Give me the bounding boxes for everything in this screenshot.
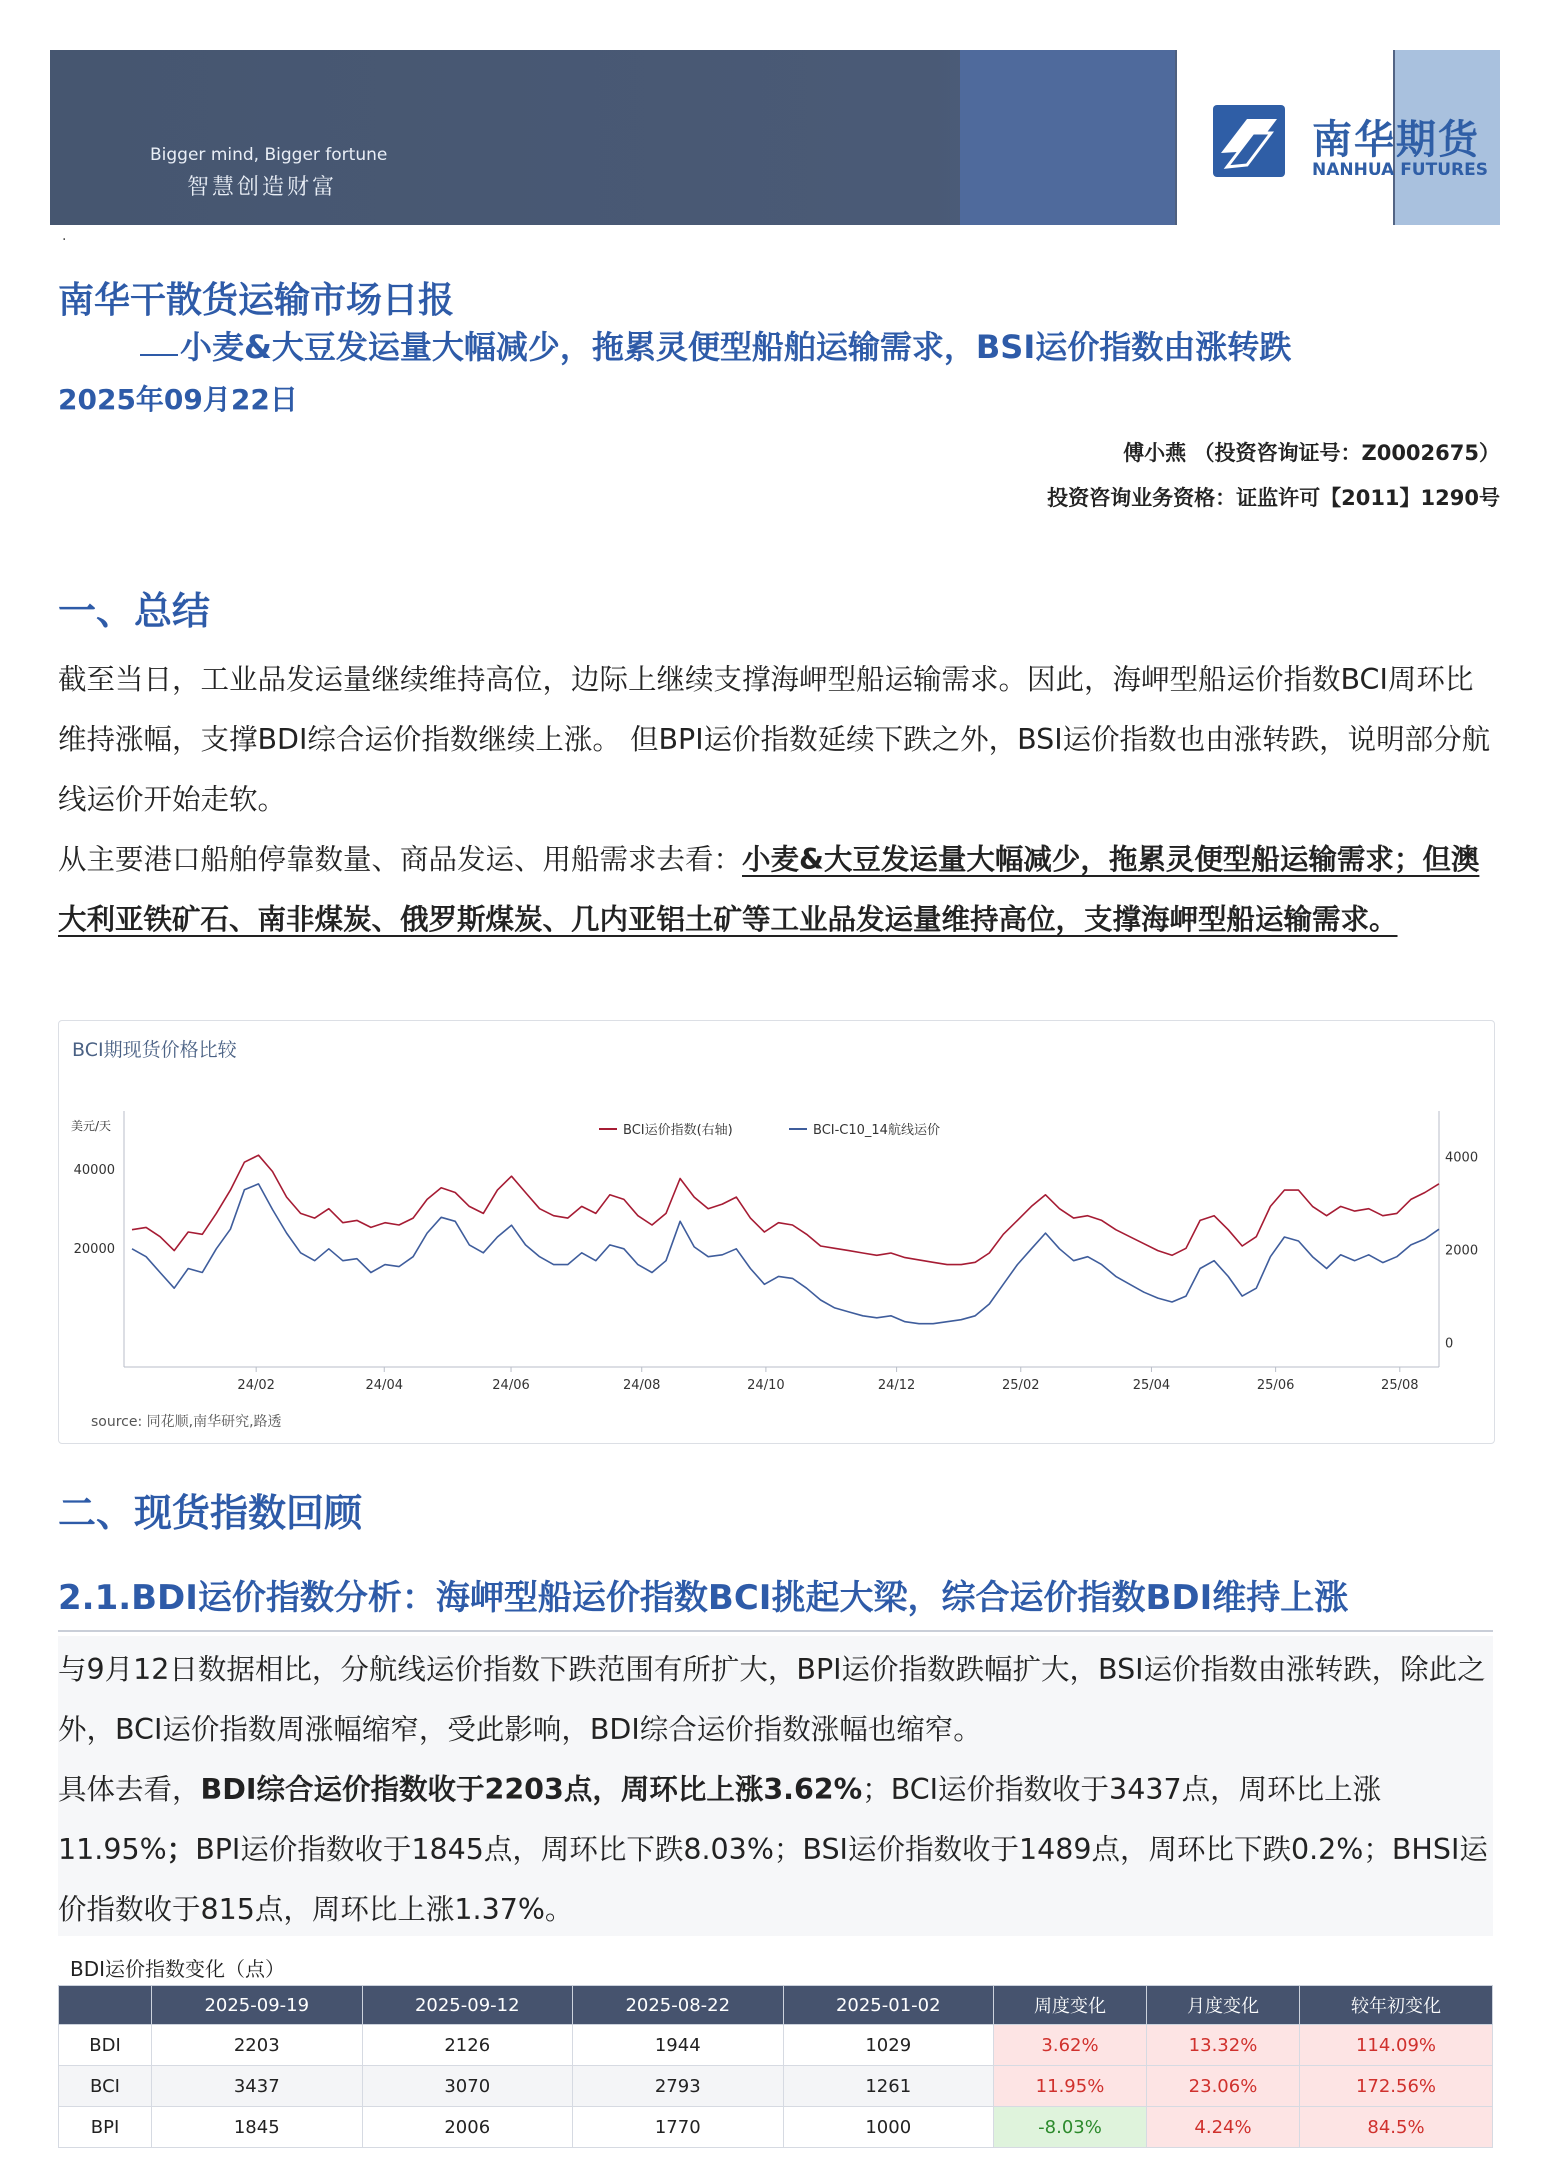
bci-detail-semicolon: ； — [166, 1833, 196, 1866]
table-cell: 2126 — [362, 2025, 573, 2066]
logo-text-en: NANHUA FUTURES — [1312, 160, 1488, 180]
column-header: 较年初变化 — [1300, 1986, 1493, 2025]
summary-text: 截至当日，工业品发运量继续维持高位，边际上继续支撑海岬型船运输需求。因此，海岬型船运价指数BCI周环比维持涨幅，支撑BDI综合运价指数继续上涨。 但BPI运价指数延续下跌之外，BSI运价指数也由涨转跌，说明部分航线运价开始走软。 — [58, 663, 1491, 816]
author-line: 傅小燕 （投资咨询证号：Z0002675） — [1123, 441, 1500, 465]
column-header: 2025-01-02 — [783, 1986, 994, 2025]
monthly-change-cell: 4.24% — [1147, 2107, 1300, 2148]
table-cell: 1770 — [573, 2107, 784, 2148]
bdi-detail-lead: 具体去看， — [58, 1773, 201, 1806]
header-dot: . — [62, 228, 67, 244]
monthly-change-cell: 13.32% — [1147, 2025, 1300, 2066]
table-cell: 1845 — [152, 2107, 363, 2148]
column-header: 周度变化 — [994, 1986, 1147, 2025]
column-header — [59, 1986, 152, 2025]
table-cell: 2793 — [573, 2066, 784, 2107]
left-tick-label: 20000 — [73, 1241, 115, 1257]
table-cell: 2006 — [362, 2107, 573, 2148]
left-axis-unit: 美元/天 — [71, 1119, 112, 1133]
table-header-row — [59, 1986, 1493, 2025]
series-line — [132, 1184, 1439, 1324]
header-banner — [50, 50, 1500, 225]
subtitle-dash — [140, 354, 178, 356]
summary-emphasis: 小麦&大豆发运量大幅减少，拖累灵便型船运输需求；但澳大利亚铁矿石、南非煤炭、俄罗斯煤炭、几内亚铝土矿等工业品发运量维持高位，支撑海岬型船运输需求。 — [58, 843, 1480, 936]
row-label: BCI — [59, 2066, 152, 2107]
left-tick-label: 40000 — [73, 1163, 115, 1179]
section-heading-spot-review: 二、现货指数回顾 — [58, 1491, 363, 1535]
weekly-change-cell: 3.62% — [994, 2025, 1147, 2066]
table-cell: 3437 — [152, 2066, 363, 2107]
bdi-change-table — [58, 1985, 1493, 2148]
column-header: 2025-09-12 — [362, 1986, 573, 2025]
x-tick-label: 25/08 — [1381, 1378, 1419, 1393]
x-tick-label: 24/10 — [747, 1378, 785, 1393]
weekly-change-cell: 11.95% — [994, 2066, 1147, 2107]
column-header: 2025-09-19 — [152, 1986, 363, 2025]
row-label: BPI — [59, 2107, 152, 2148]
table-cell: 1029 — [783, 2025, 994, 2066]
ytd-change-cell: 172.56% — [1300, 2066, 1493, 2107]
table-cell: 1261 — [783, 2066, 994, 2107]
report-title: 南华干散货运输市场日报 — [58, 280, 455, 321]
slogan-cn: 智慧创造财富 — [187, 175, 338, 200]
chart-source: source: 同花顺,南华研究,路透 — [91, 1414, 282, 1430]
x-tick-label: 24/04 — [365, 1378, 403, 1393]
slogan-en: Bigger mind, Bigger fortune — [150, 145, 388, 165]
table-cell: 1944 — [573, 2025, 784, 2066]
x-tick-label: 25/02 — [1002, 1378, 1040, 1393]
column-header: 月度变化 — [1147, 1986, 1300, 2025]
table-row — [59, 2066, 1493, 2107]
logo-text-cn: 南华期货 — [1312, 117, 1480, 163]
nanhua-logo-icon — [1213, 105, 1285, 177]
bdi-detail-bold: BDI综合运价指数收于2203点，周环比上涨3.62% — [200, 1773, 863, 1806]
x-tick-label: 25/04 — [1132, 1378, 1171, 1393]
weekly-change-cell: -8.03% — [994, 2107, 1147, 2148]
chart-panel-title: BCI期现货价格比较 — [72, 1039, 237, 1061]
report-date: 2025年09月22日 — [58, 383, 298, 416]
row-label: BDI — [59, 2025, 152, 2066]
legend-label: BCI运价指数(右轴) — [623, 1123, 733, 1138]
banner-panel — [960, 50, 1175, 225]
license-line: 投资咨询业务资格：证监许可【2011】1290号 — [1047, 486, 1500, 510]
x-tick-label: 24/06 — [492, 1378, 530, 1393]
series-line — [132, 1155, 1439, 1264]
report-subtitle: 小麦&大豆发运量大幅减少，拖累灵便型船舶运输需求，BSI运价指数由涨转跌 — [180, 328, 1292, 366]
table-cell: 1000 — [783, 2107, 994, 2148]
ytd-change-cell: 84.5% — [1300, 2107, 1493, 2148]
subsection-heading-bdi: 2.1.BDI运价指数分析：海岬型船运价指数BCI挑起大梁，综合运价指数BDI维持上涨 — [58, 1578, 1349, 1618]
bci-line-chart — [59, 1021, 1494, 1443]
divider — [58, 1630, 1493, 1632]
summary-lead: 从主要港口船舶停靠数量、商品发运、用船需求去看： — [58, 843, 743, 876]
table-cell: 3070 — [362, 2066, 573, 2107]
bdi-analysis-text: 与9月12日数据相比，分航线运价指数下跌范围有所扩大，BPI运价指数跌幅扩大，BSI运价指数由涨转跌，除此之外，BCI运价指数周涨幅缩窄，受此影响，BDI综合运价指数涨幅也缩窄。 — [58, 1653, 1486, 1746]
column-header: 2025-08-22 — [573, 1986, 784, 2025]
x-tick-label: 25/06 — [1256, 1378, 1295, 1393]
ytd-change-cell: 114.09% — [1300, 2025, 1493, 2066]
right-tick-label: 4000 — [1445, 1150, 1479, 1166]
section-heading-summary: 一、总结 — [58, 589, 211, 633]
monthly-change-cell: 23.06% — [1147, 2066, 1300, 2107]
table-row — [59, 2025, 1493, 2066]
bci-detail: ；BCI运价指数收于3437点，周环比上涨11.95% — [58, 1773, 1382, 1866]
bdi-analysis-paragraph — [58, 1640, 1493, 1940]
table-row — [59, 2107, 1493, 2148]
right-tick-label: 2000 — [1445, 1243, 1479, 1259]
other-index-detail: BPI运价指数收于1845点，周环比下跌8.03%；BSI运价指数收于1489点，周环比下跌0.2%；BHSI运价指数收于815点，周环比上涨1.37%。 — [58, 1833, 1488, 1926]
x-tick-label: 24/02 — [237, 1378, 275, 1393]
x-tick-label: 24/12 — [877, 1378, 916, 1393]
bci-chart-panel — [58, 1020, 1495, 1444]
x-tick-label: 24/08 — [622, 1378, 661, 1393]
summary-paragraph — [58, 650, 1493, 950]
table-cell: 2203 — [152, 2025, 363, 2066]
legend-label: BCI-C10_14航线运价 — [813, 1123, 940, 1138]
right-tick-label: 0 — [1445, 1336, 1454, 1352]
table-title: BDI运价指数变化（点） — [70, 1957, 286, 1981]
